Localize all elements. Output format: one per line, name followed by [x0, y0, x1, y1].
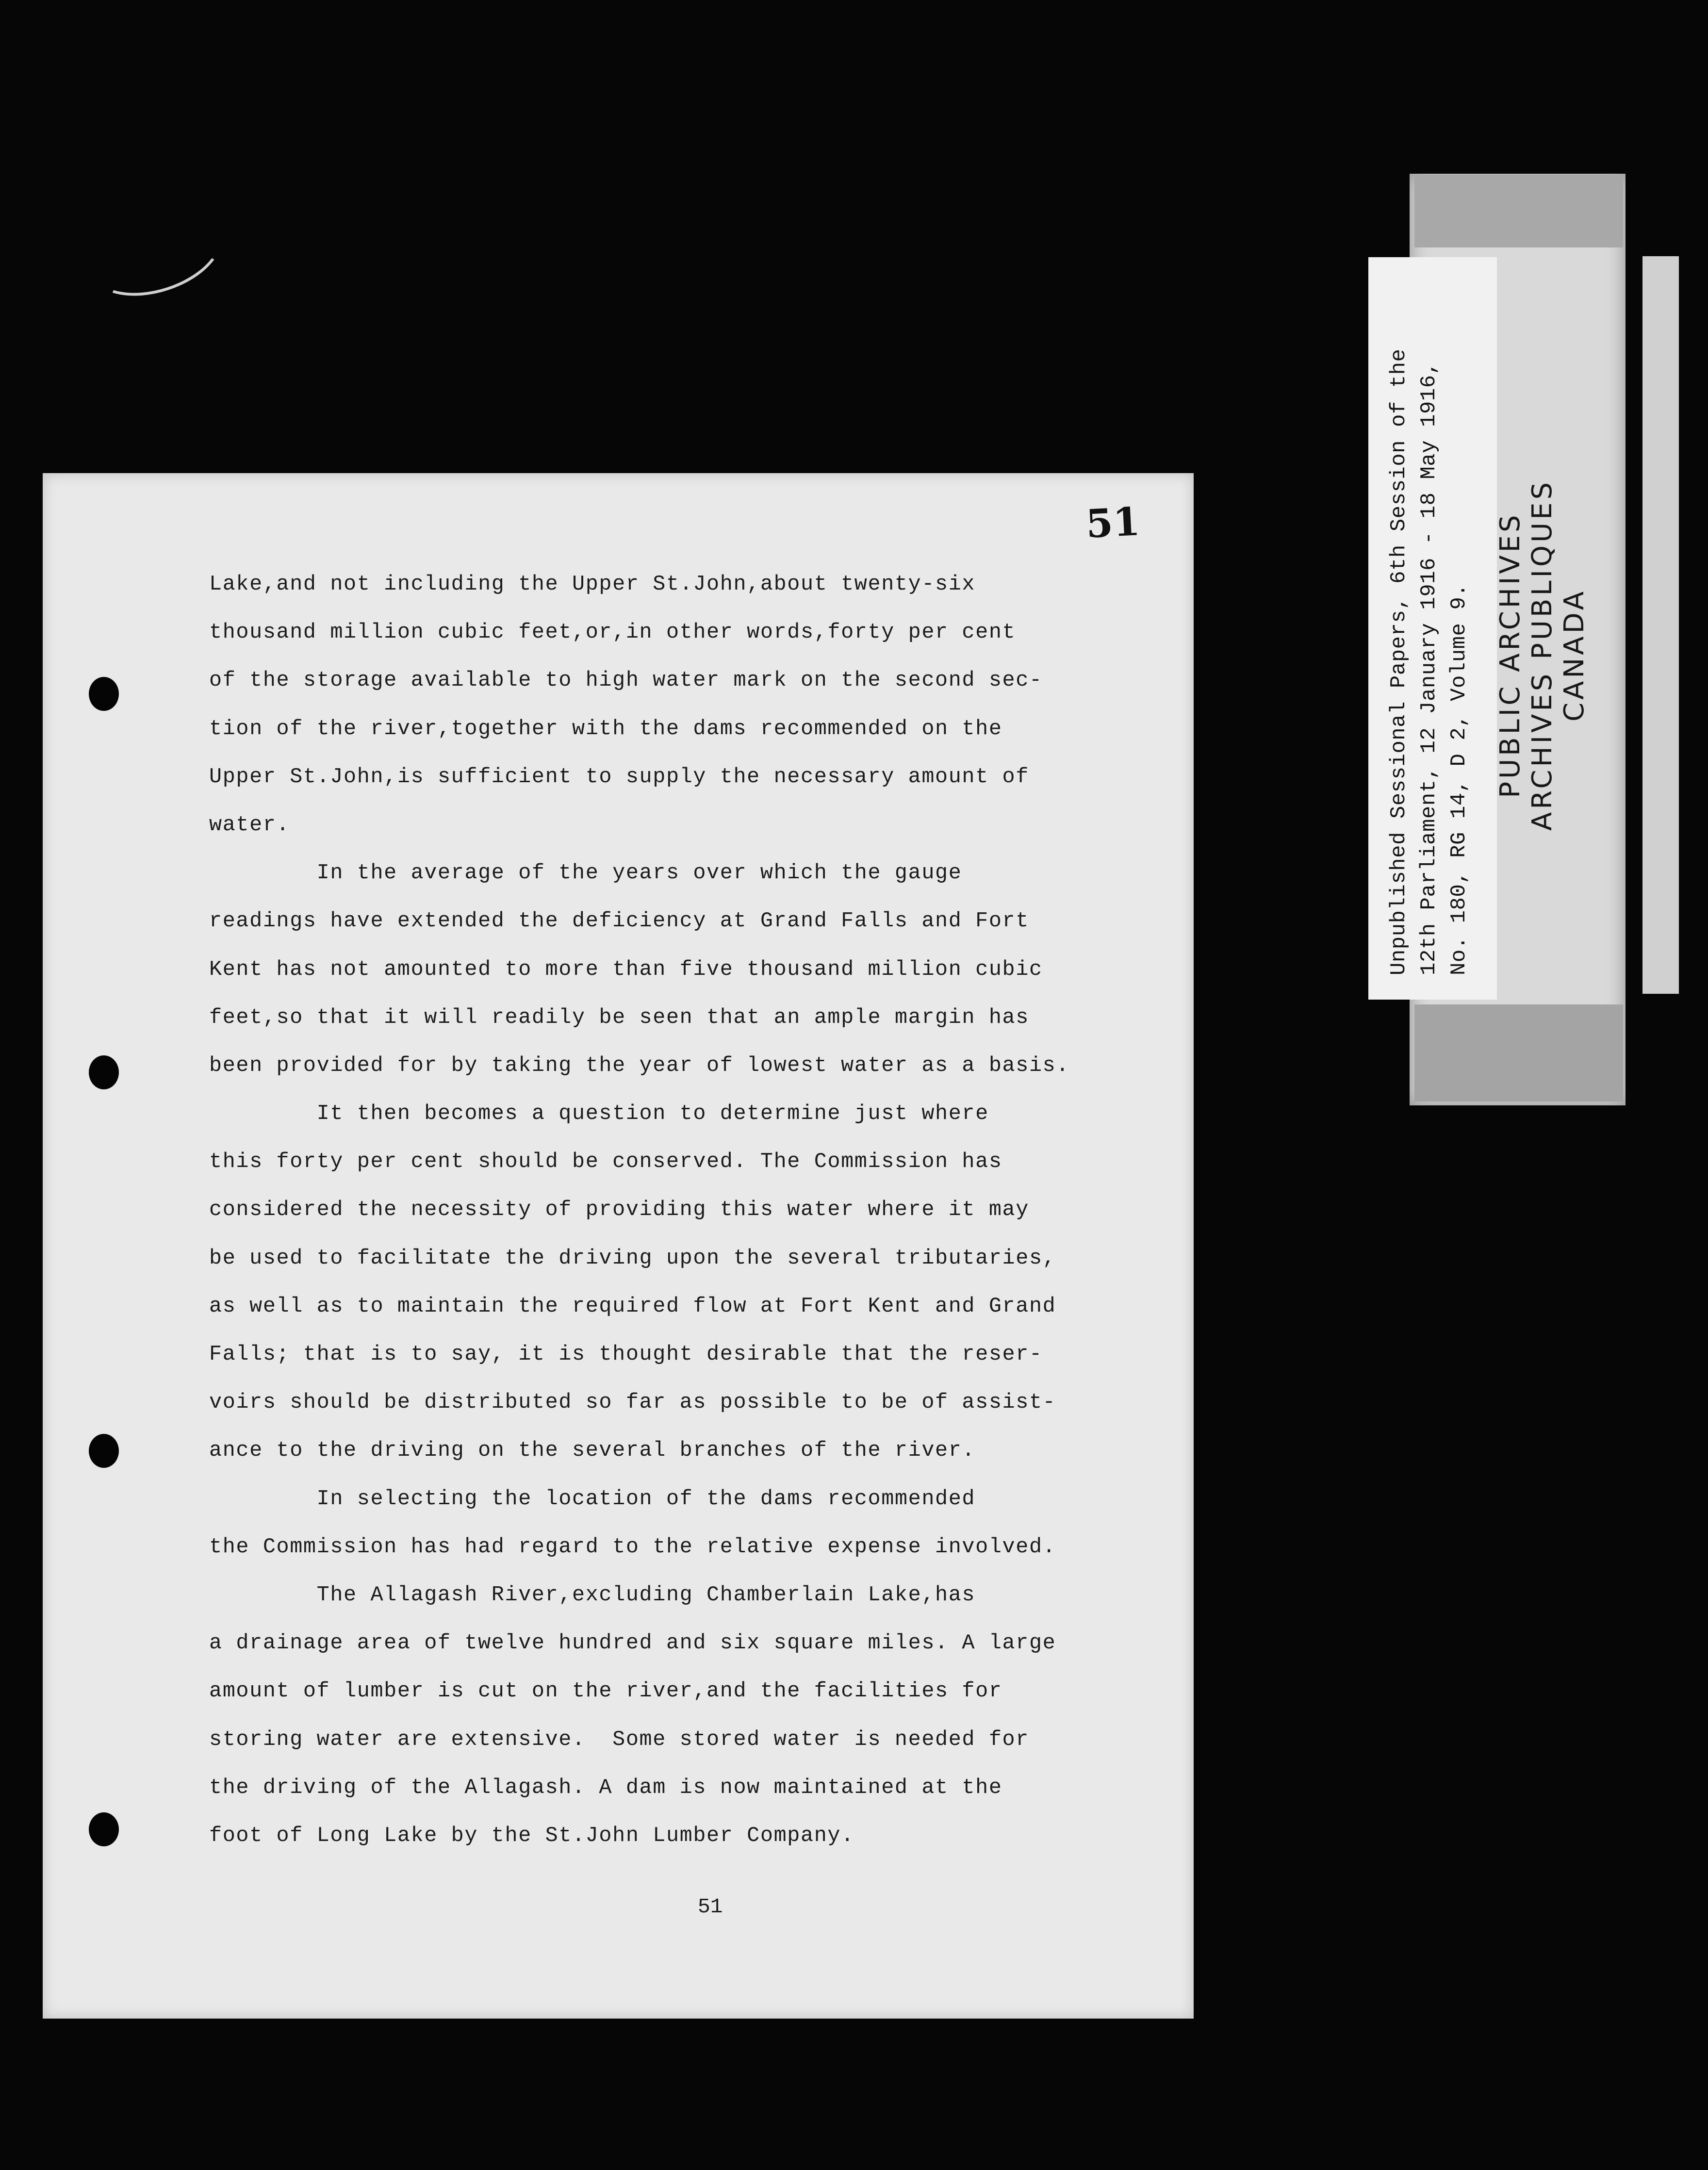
text-line: the Commission has had regard to the relative expense involved.: [209, 1535, 1056, 1559]
stamp-line: PUBLIC ARCHIVES: [1494, 512, 1526, 798]
text-line: of the storage available to high water mark on the second sec-: [209, 669, 1043, 693]
text-line: voirs should be distributed so far as possible to be of assist-: [209, 1391, 1056, 1415]
text-line: Upper St.John,is sufficient to supply the necessary amount of: [209, 765, 1029, 789]
text-line: considered the necessity of providing this water where it may: [209, 1198, 1029, 1222]
text-line: feet,so that it will readily be seen that an ample margin has: [209, 1005, 1029, 1030]
text-line: the driving of the Allagash. A dam is now maintained at the: [209, 1775, 1002, 1800]
document-page: [43, 473, 1194, 2019]
film-scratch-mark: [79, 194, 233, 311]
text-line: this forty per cent should be conserved. The Commission has: [209, 1150, 1002, 1174]
punch-hole: [89, 1434, 119, 1468]
text-line: The Allagash River,excluding Chamberlain Lake,has: [209, 1583, 976, 1607]
label-line: 12th Parliament, 12 January 1916 - 18 May 1916,: [1417, 362, 1441, 975]
handwritten-folio-number: 51: [1084, 498, 1141, 547]
punch-hole: [89, 1812, 119, 1846]
text-line: Falls; that is to say, it is thought desirable that the reser-: [209, 1343, 1043, 1366]
text-line: as well as to maintain the required flow at Fort Kent and Grand: [209, 1294, 1056, 1318]
text-line: water.: [209, 813, 290, 837]
text-line: ance to the driving on the several branches of the river.: [209, 1439, 976, 1463]
text-line: readings have extended the deficiency at Grand Falls and Fort: [209, 909, 1029, 934]
punch-hole: [89, 1055, 119, 1089]
label-line: Unpublished Sessional Papers, 6th Session of the: [1387, 348, 1411, 975]
text-line: a drainage area of twelve hundred and six square miles. A large: [209, 1631, 1056, 1656]
archive-reference-text: [1368, 257, 1497, 1000]
archive-reference-label: [1368, 257, 1497, 1000]
text-line: amount of lumber is cut on the river,and the facilities for: [209, 1679, 1002, 1704]
page-number: 51: [698, 1895, 723, 1919]
text-line: In the average of the years over which the gauge: [209, 861, 962, 886]
archive-slip-shadow-top: [1414, 175, 1623, 247]
stamp-line: ARCHIVES PUBLIQUES: [1527, 479, 1558, 831]
text-line: been provided for by taking the year of lowest water as a basis.: [209, 1053, 1070, 1078]
label-line: No. 180, RG 14, D 2, Volume 9.: [1447, 583, 1471, 975]
archive-slip-shadow-bottom: [1414, 1004, 1623, 1101]
text-line: It then becomes a question to determine just where: [209, 1102, 989, 1126]
text-line: tion of the river,together with the dams recommended on the: [209, 717, 1002, 741]
archives-stamp: [1494, 437, 1601, 873]
typed-body-text: [209, 560, 1170, 1860]
text-line: In selecting the location of the dams recommended: [209, 1487, 976, 1511]
text-line: thousand million cubic feet,or,in other words,forty per cent: [209, 621, 1016, 645]
stamp-line: CANADA: [1559, 588, 1590, 722]
text-line: foot of Long Lake by the St.John Lumber Company.: [209, 1824, 854, 1848]
text-line: be used to facilitate the driving upon the several tributaries,: [209, 1246, 1056, 1270]
text-line: Lake,and not including the Upper St.John,about twenty-six: [209, 573, 976, 596]
archive-slip-edge: [1642, 256, 1679, 994]
punch-hole: [89, 677, 119, 711]
text-line: Kent has not amounted to more than five thousand million cubic: [209, 957, 1043, 982]
archives-stamp-text: [1494, 437, 1601, 873]
text-line: storing water are extensive. Some stored water is needed for: [209, 1727, 1029, 1752]
